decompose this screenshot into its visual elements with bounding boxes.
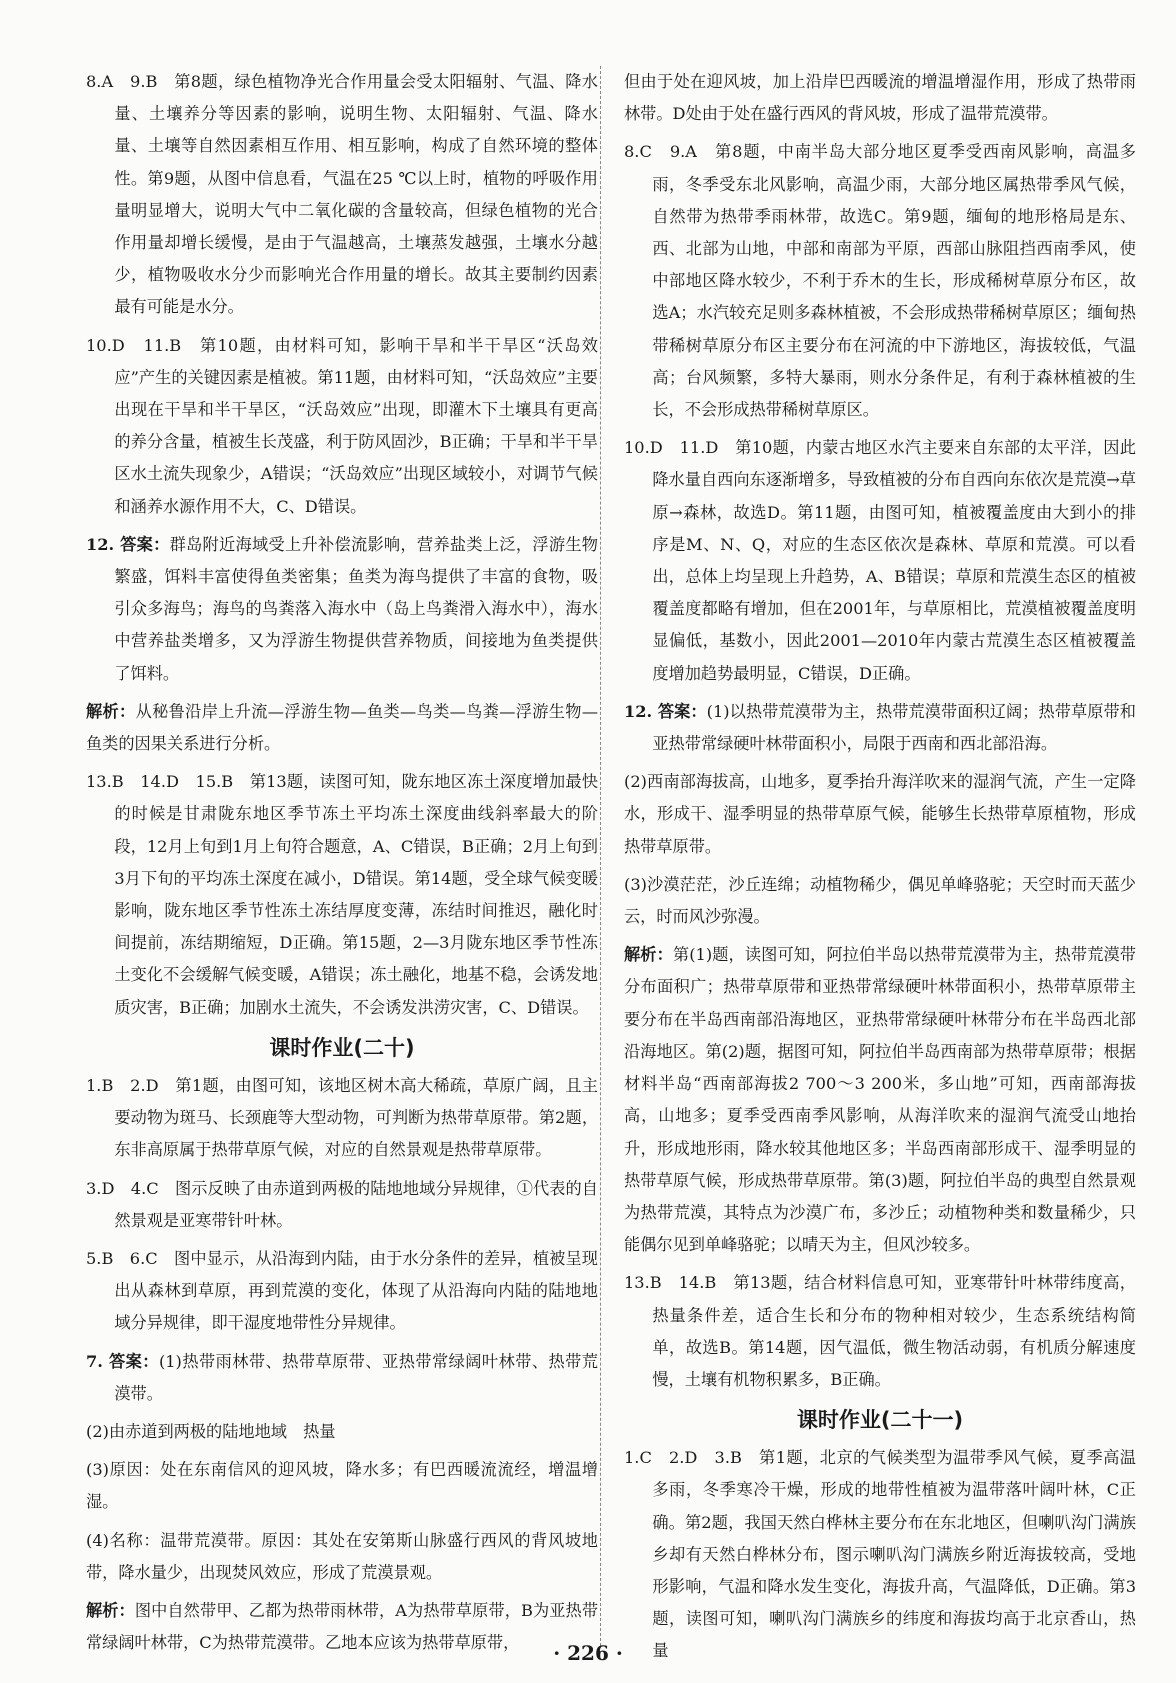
answer-paragraph <box>624 1442 1136 1667</box>
paragraph-text: (3)原因：处在东南信风的迎风坡，降水多；有巴西暖流流经，增温增湿。 <box>86 1460 598 1512</box>
paragraph-text: 1.C 2.D 3.B 第1题，北京的气候类型为温带季风气候，夏季高温多雨，冬季寒冷干燥，形成的地带性植被为温带落叶阔叶林，C正确。第2题，我国天然白桦林主要分布在东北地区，但喇叭沟门满族乡却有天然白桦林分布，图示喇叭沟门满族乡附近海拔较高，受地形影响，气温和降水发生变化，海拔升高，气温降低，D正确。第3题，读图可知，喇叭沟门满族乡的纬度和海拔均高于北京香山，热量 <box>624 1448 1136 1661</box>
paragraph-text: 5.B 6.C 图中显示，从沿海到内陆，由于水分条件的差异，植被呈现出从森林到草原，再到荒漠的变化，体现了从沿海向内陆的陆地地域分异规律，即干湿度地带性分异规律。 <box>86 1248 598 1333</box>
paragraph-text: 1.B 2.D 第1题，由图可知，该地区树木高大稀疏，草原广阔，且主要动物为斑马、长颈鹿等大型动物，可判断为热带草原带。第2题，东非高原属于热带草原气候，对应的自然景观是热带草原带。 <box>86 1075 598 1160</box>
paragraph-text: 10.D 11.D 第10题，内蒙古地区水汽主要来自东部的太平洋，因此降水量自西向东逐渐增多，导致植被的分布自西向东依次是荒漠→草原→森林，故选D。第11题，由图可知，植被覆盖度由大到小的排序是M、N、Q，对应的生态区依次是森林、草原和荒漠。可以看出，总体上均呈现上升趋势，A、B错误；草原和荒漠生态区的植被覆盖度都略有增加，但在2001年，与草原相比，荒漠植被覆盖度明显偏低，基数小，因此2001—2010年内蒙古荒漠生态区植被覆盖度增加趋势最明显，C错误，D正确。 <box>624 438 1136 683</box>
answer-paragraph <box>624 66 1136 130</box>
answer-paragraph <box>86 1525 598 1589</box>
answer-paragraph <box>624 1267 1136 1396</box>
answer-paragraph <box>624 432 1136 690</box>
answer-paragraph <box>86 1416 598 1448</box>
answer-paragraph <box>86 696 598 760</box>
answer-paragraph <box>86 1454 598 1518</box>
paragraph-text: 群岛附近海域受上升补偿流影响，营养盐类上泛，浮游生物繁盛，饵料丰富使得鱼类密集；鱼类为海鸟提供了丰富的食物，吸引众多海鸟；海鸟的鸟粪落入海水中（岛上鸟粪滑入海水中），海水中营养盐类增多，又为浮游生物提供营养物质，间接地为鱼类提供了饵料。 <box>114 534 598 683</box>
answer-paragraph <box>86 66 598 324</box>
answer-paragraph <box>624 869 1136 933</box>
paragraph-text: 10.D 11.B 第10题，由材料可知，影响干旱和半干旱区“沃岛效应”产生的关键因素是植被。第11题，由材料可知，“沃岛效应”主要出现在干旱和半干旱区，“沃岛效应”出现，即灌木下土壤具有更高的养分含量，植被生长茂盛，利于防风固沙，B正确；干旱和半干旱区水土流失现象少，A错误；“沃岛效应”出现区域较小，对调节气候和涵养水源作用不大，C、D错误。 <box>86 335 598 516</box>
paragraph-text: (4)名称：温带荒漠带。原因：其处在安第斯山脉盛行西风的背风坡地带，降水量少，出现焚风效应，形成了荒漠景观。 <box>86 1530 598 1582</box>
paragraph-text: 从秘鲁沿岸上升流—浮游生物—鱼类—鸟类—鸟粪—浮游生物—鱼类的因果关系进行分析。 <box>86 701 599 754</box>
right-column <box>624 66 1136 1674</box>
paragraph-text: (3)沙漠茫茫，沙丘连绵；动植物稀少，偶见单峰骆驼；天空时而天蓝少云，时而风沙弥漫。 <box>624 874 1136 927</box>
section-heading: 课时作业(二十) <box>269 1035 415 1060</box>
paragraph-text: 13.B 14.B 第13题，结合材料信息可知，亚寒带针叶林带纬度高，热量条件差，适合生长和分布的物种相对较少，生态系统结构简单，故选B。第14题，因气温低，微生物活动弱，有机质分解速度慢，土壤有机物积累多，B正确。 <box>624 1273 1136 1389</box>
answer-paragraph <box>624 939 1136 1261</box>
paragraph-text: (2)西南部海拔高，山地多，夏季抬升海洋吹来的湿润气流，产生一定降水，形成干、湿季明显的热带草原气候，能够生长热带草原植物，形成热带草原带。 <box>624 772 1136 856</box>
paragraph-text: 3.D 4.C 图示反映了由赤道到两极的陆地地域分异规律，①代表的自然景观是亚寒带针叶林。 <box>86 1178 598 1230</box>
answer-paragraph <box>624 136 1136 426</box>
column-divider <box>600 66 601 1646</box>
answer-paragraph <box>86 766 598 1024</box>
answer-label: 12. 答案： <box>86 534 170 554</box>
paragraph-text: (1)热带雨林带、热带草原带、亚热带常绿阔叶林带、热带荒漠带。 <box>114 1351 598 1403</box>
paragraph-text: 8.A 9.B 第8题，绿色植物净光合作用量会受太阳辐射、气温、降水量、土壤养分等因素的影响，说明生物、太阳辐射、气温、降水量、土壤等自然因素相互作用、相互影响，构成了自然环境的整体性。第9题，从图中信息看，气温在25 ℃以上时，植物的呼吸作用量明显增大，说明大气中二氧化碳的含量较高，但绿色植物的光合作用量却增长缓慢，是由于气温越高，土壤蒸发越强，土壤水分越少，植物吸收水分少而影响光合作用量的增长。故其主要制约因素最有可能是水分。 <box>86 72 598 317</box>
answer-paragraph <box>86 1346 598 1410</box>
answer-paragraph <box>86 529 598 690</box>
paragraph-text: 但由于处在迎风坡，加上沿岸巴西暖流的增温增湿作用，形成了热带雨林带。D处由于处在盛行西风的背风坡，形成了温带荒漠带。 <box>624 72 1136 124</box>
paragraph-text: 第(1)题，读图可知，阿拉伯半岛以热带荒漠带为主，热带荒漠带分布面积广；热带草原带和亚热带常绿硬叶林带面积小，热带草原带主要分布在半岛西南部沿海地区，亚热带常绿硬叶林带分布在半岛西北部沿海地区。第(2)题，据图可知，阿拉伯半岛西南部为热带草原带；根据材料半岛“西南部海拔2 700～3 200米，多山地”可知，西南部海拔高，山地多；夏季受西南季风影响，从海洋吹来的湿润气流受山地抬升，形成地形雨，降水较其他地区多；半岛西南部形成干、湿季明显的热带草原气候，形成热带草原带。第(3)题，阿拉伯半岛的典型自然景观为热带荒漠，其特点为沙漠广布，多沙丘；动植物种类和数量稀少，只能偶尔见到单峰骆驼；以晴天为主，但风沙较多。 <box>624 945 1136 1255</box>
answer-label: 解析： <box>624 945 673 965</box>
answer-paragraph <box>86 330 598 523</box>
answer-paragraph <box>86 1243 598 1340</box>
paragraph-text: (1)以热带荒漠带为主，热带荒漠带面积辽阔；热带草原带和亚热带常绿硬叶林带面积小，局限于西南和西北部沿海。 <box>652 701 1136 754</box>
paragraph-text: 图中自然带甲、乙都为热带雨林带，A为热带草原带，B为亚热带常绿阔叶林带，C为热带荒漠带。乙地本应该为热带草原带， <box>86 1600 599 1653</box>
answer-label: 解析： <box>86 701 136 721</box>
answer-paragraph <box>624 696 1136 760</box>
paragraph-text: 8.C 9.A 第8题，中南半岛大部分地区夏季受西南风影响，高温多雨，冬季受东北风影响，高温少雨，大部分地区属热带季风气候，自然带为热带季雨林带，故选C。第9题，缅甸的地形格局是东、西、北部为山地，中部和南部为平原，西部山脉阻挡西南季风，使中部地区降水较少，不利于乔木的生长，形成稀树草原分布区，故选A；水汽较充足则多森林植被，不会形成热带稀树草原区；缅甸热带稀树草原分布区主要分布在河流的中下游地区，海拔较低，气温高；台风频繁，多特大暴雨，则水分条件足，有利于森林植被的生长，不会形成热带稀树草原区。 <box>624 142 1136 420</box>
answer-label: 7. 答案： <box>86 1351 159 1371</box>
paragraph-text: 13.B 14.D 15.B 第13题，读图可知，陇东地区冻土深度增加最快的时候是甘肃陇东地区季节冻土平均冻土深度曲线斜率最大的阶段，12月上旬到1月上旬符合题意，A、C错误，B正确；2月上旬到3月下旬的平均冻土深度在减小，D错误。第14题，受全球气候变暖影响，陇东地区季节性冻土冻结厚度变薄，冻结时间推迟，融化时间提前，冻结期缩短，D正确。第15题，2—3月陇东地区季节性冻土变化不会缓解气候变暖，A错误；冻土融化，地基不稳，会诱发地质灾害，B正确；加剧水土流失，不会诱发洪涝灾害，C、D错误。 <box>86 772 598 1017</box>
left-column <box>86 66 598 1665</box>
answer-label: 12. 答案： <box>624 701 707 721</box>
answer-paragraph <box>86 1070 598 1167</box>
answer-paragraph <box>624 766 1136 863</box>
page-number: · 226 · <box>553 1641 623 1665</box>
section-heading: 课时作业(二十一) <box>796 1408 964 1433</box>
answer-label: 解析： <box>86 1600 135 1620</box>
answer-paragraph <box>86 1173 598 1237</box>
paragraph-text: (2)由赤道到两极的陆地地域 热量 <box>86 1421 336 1441</box>
